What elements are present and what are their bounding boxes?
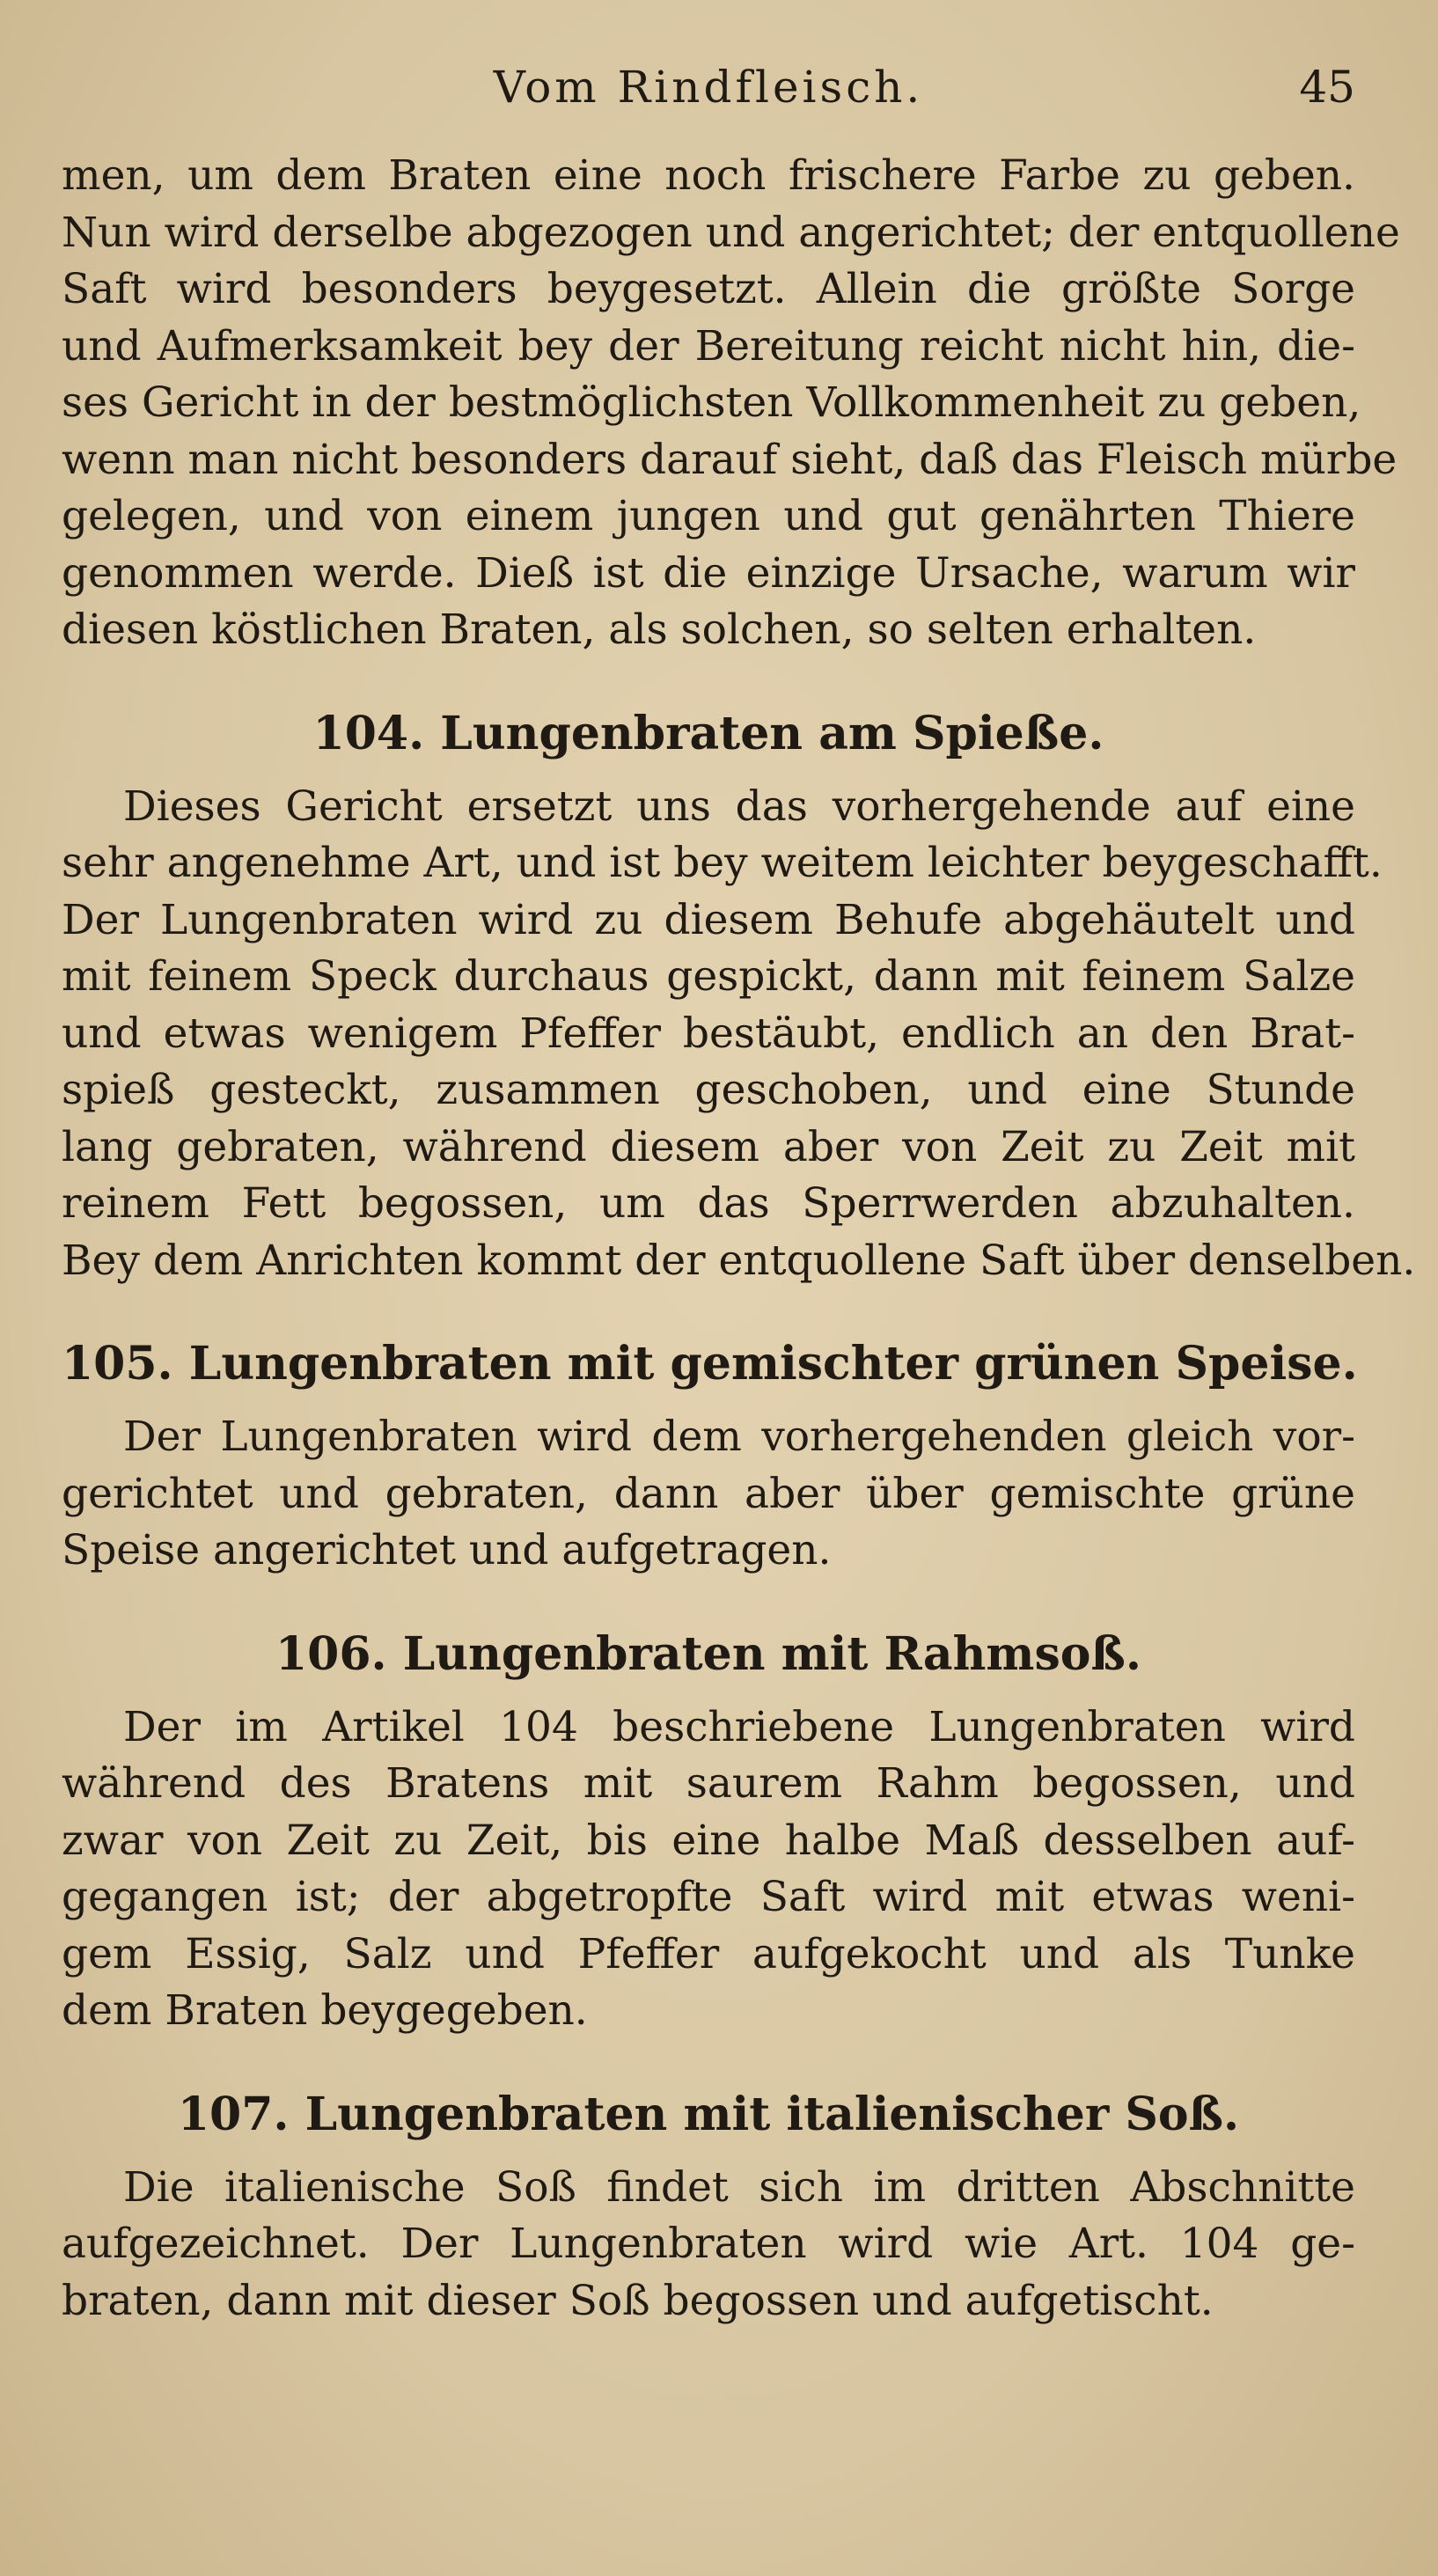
text-line: und Aufmerksamkeit bey der Bereitung reicht nicht hin, die-	[62, 321, 1355, 371]
text-line: reinem Fett begossen, um das Sperrwerden abzuhalten.	[62, 1179, 1355, 1228]
text-line: diesen köstlichen Braten, als solchen, so selten erhalten.	[62, 605, 1257, 654]
section-106	[62, 1624, 1355, 2040]
page-body	[62, 148, 1416, 2330]
text-line: lang gebraten, während diesem aber von Zeit zu Zeit mit	[62, 1122, 1355, 1171]
page-number: 45	[1299, 62, 1355, 113]
text-line: Der im Artikel 104 beschriebene Lungenbraten wird	[123, 1702, 1355, 1751]
section-heading: 105. Lungenbraten mit gemischter grünen Speise.	[62, 1337, 1358, 1391]
section-105	[62, 1333, 1358, 1580]
text-line: Nun wird derselbe abgezogen und angerichtet; der entquollene	[62, 208, 1400, 257]
text-line: genommen werde. Dieß ist die einzige Ursache, warum wir	[62, 548, 1355, 598]
section-heading: 104. Lungenbraten am Spieße.	[312, 706, 1104, 760]
text-line: men, um dem Braten eine noch frischere Farbe zu geben.	[62, 151, 1355, 200]
text-line: Speise angerichtet und aufgetragen.	[62, 1526, 832, 1574]
running-title: Vom Rindfleisch.	[493, 62, 924, 113]
text-line: gem Essig, Salz und Pfeffer aufgekocht und als Tunke	[62, 1929, 1355, 1978]
intro-paragraph	[62, 148, 1400, 659]
text-line: zwar von Zeit zu Zeit, bis eine halbe Maß desselben auf-	[62, 1816, 1355, 1865]
section-104	[62, 703, 1416, 1290]
text-line: gegangen ist; der abgetropfte Saft wird mit etwas weni-	[62, 1873, 1355, 1921]
text-line: mit feinem Speck durchaus gespickt, dann mit feinem Salze	[62, 952, 1355, 1001]
text-line: braten, dann mit dieser Soß begossen und aufgetischt.	[62, 2276, 1214, 2325]
text-line: dem Braten beygegeben.	[62, 1986, 588, 2035]
section-107	[62, 2084, 1355, 2330]
section-heading: 107. Lungenbraten mit italienischer Soß.	[177, 2087, 1240, 2141]
text-line: während des Bratens mit saurem Rahm begossen, und	[62, 1759, 1355, 1808]
text-line: Bey dem Anrichten kommt der entquollene Saft über denselben.	[62, 1236, 1416, 1285]
text-line: Dieses Gericht ersetzt uns das vorhergehende auf eine	[123, 782, 1355, 831]
text-line: Der Lungenbraten wird zu diesem Behufe abgehäutelt und	[62, 895, 1355, 944]
text-line: spieß gesteckt, zusammen geschoben, und eine Stunde	[62, 1066, 1355, 1114]
text-line: aufgezeichnet. Der Lungenbraten wird wie Art. 104 ge-	[62, 2220, 1355, 2268]
text-line: Der Lungenbraten wird dem vorhergehenden gleich vor-	[123, 1413, 1355, 1461]
section-heading: 106. Lungenbraten mit Rahmsoß.	[275, 1626, 1142, 1681]
text-line: Die italienische Soß findet sich im dritten Abschnitte	[123, 2162, 1355, 2212]
text-line: Saft wird besonders beygesetzt. Allein die größte Sorge	[62, 265, 1355, 313]
text-line: ses Gericht in der bestmöglichsten Vollkommenheit zu geben,	[62, 378, 1361, 427]
text-line: sehr angenehme Art, und ist bey weitem leichter beygeschafft.	[62, 839, 1383, 887]
text-line: wenn man nicht besonders darauf sieht, daß das Fleisch mürbe	[62, 435, 1398, 484]
text-line: gelegen, und von einem jungen und gut genährten Thiere	[62, 492, 1355, 540]
text-line: gerichtet und gebraten, dann aber über gemischte grüne	[62, 1469, 1355, 1518]
text-line: und etwas wenigem Pfeffer bestäubt, endlich an den Brat-	[62, 1009, 1355, 1058]
page-header	[62, 55, 1355, 116]
